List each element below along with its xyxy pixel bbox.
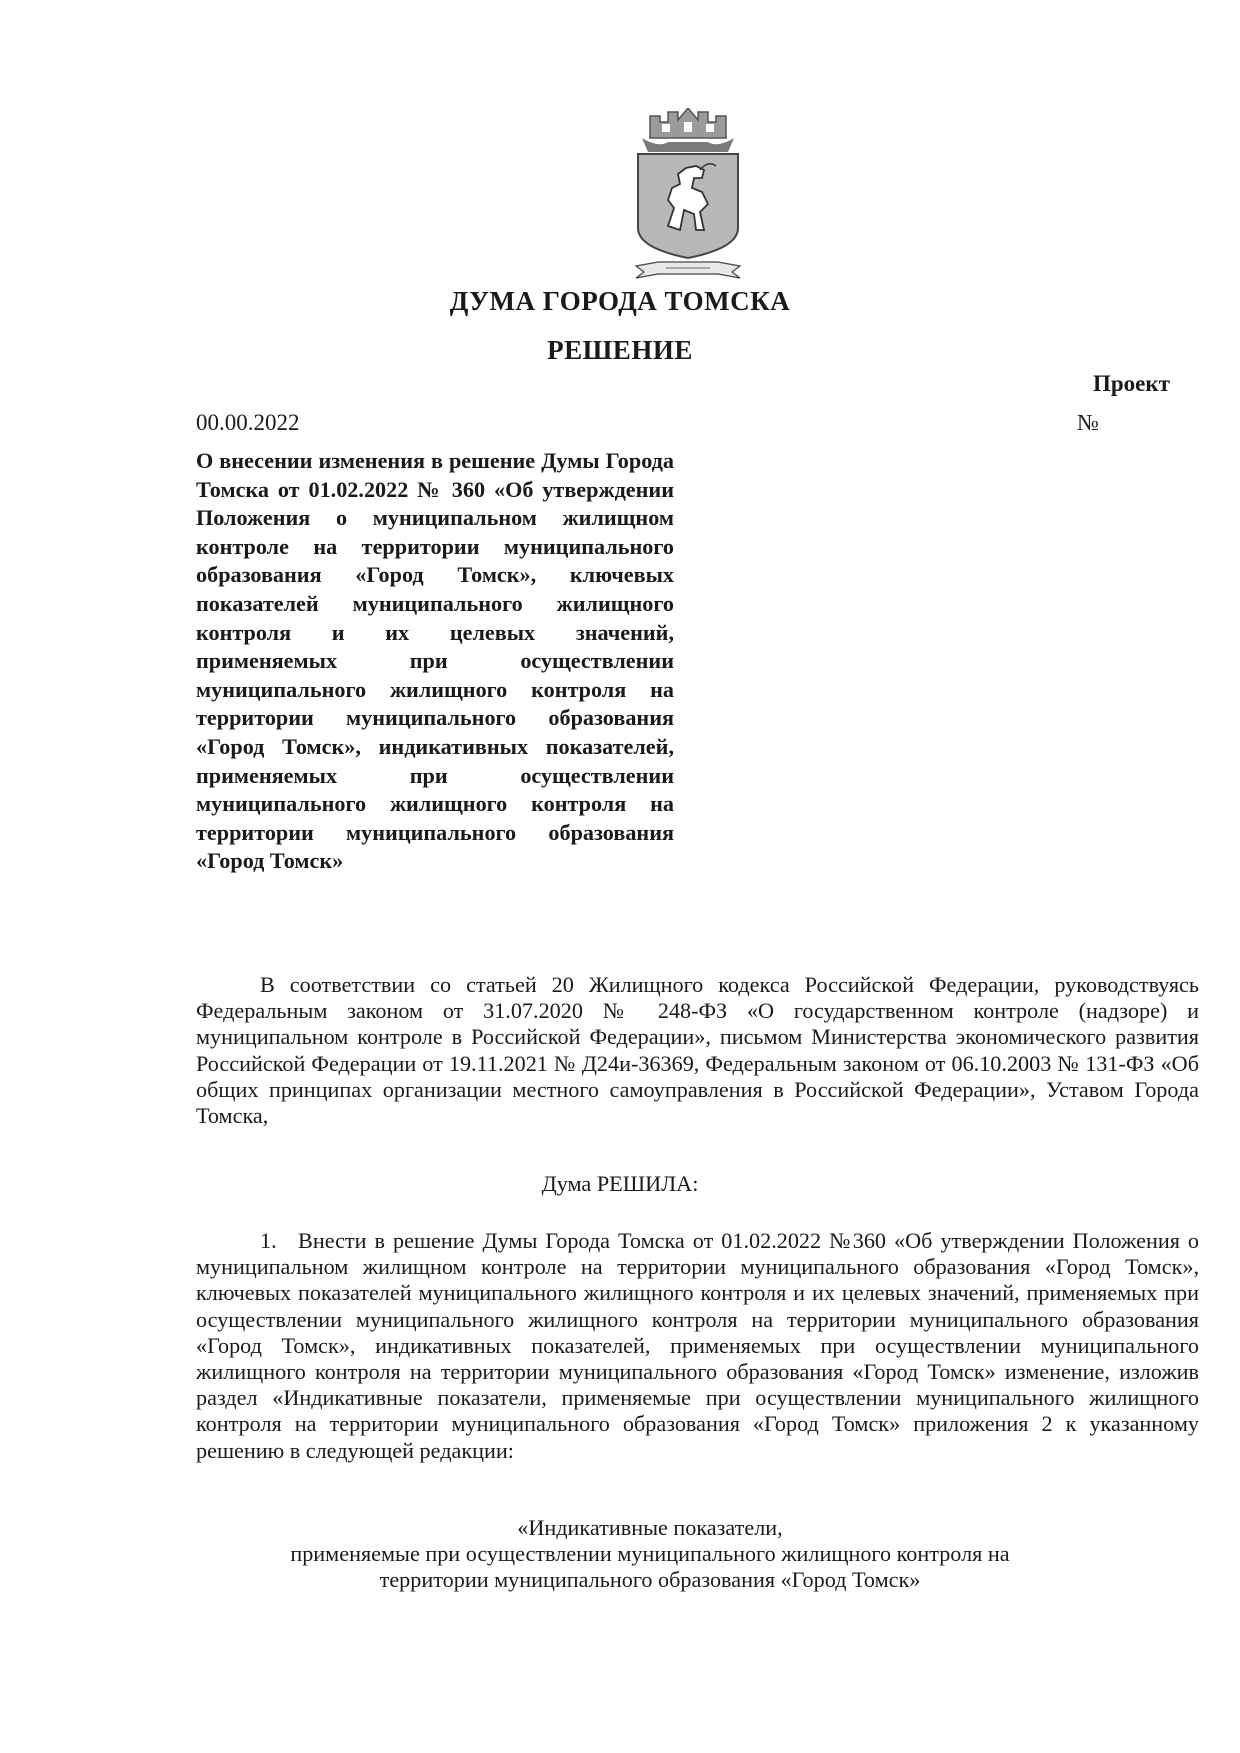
document-number-label: № <box>1077 410 1099 435</box>
preamble-paragraph: В соответствии со статьей 20 Жилищного кодекса Российской Федерации, руководствуясь Федеральным законом от 31.07.2020 № 248-ФЗ «О государственном контроле (надзоре) и муниципальном контроле в Российской Федерации», письмом Министерства экономического развития Российской Федерации от 19.11.2021 № Д24и-36369, Федеральным законом от 06.10.2003 № 131-ФЗ «Об общих принципах организации местного самоуправления в Российской Федерации», Уставом Города Томска, <box>196 972 1199 1129</box>
section-title-line-2: применяемые при осуществлении муниципального жилищного контроля на <box>290 1541 1010 1566</box>
resolved-heading: Дума РЕШИЛА: <box>541 1171 699 1196</box>
section-title-line-1: «Индикативные показатели, <box>517 1515 783 1540</box>
project-status-label: Проект <box>1093 371 1170 396</box>
duma-title: ДУМА ГОРОДА ТОМСКА <box>449 286 791 316</box>
coat-of-arms-icon <box>628 108 748 280</box>
section-title-line-3: территории муниципального образования «Город Томск» <box>379 1567 921 1592</box>
clause-1-number: 1. <box>260 1228 277 1253</box>
document-date: 00.00.2022 <box>196 410 300 435</box>
decision-subject: О внесении изменения в решение Думы Города Томска от 01.02.2022 № 360 «Об утверждении Положения о муниципальном жилищном контроле на территории муниципального образования «Город Томск», ключевых показателей муниципального жилищного контроля и их целевых значений, применяемых при осуществлении муниципального жилищного контроля на территории муниципального образования «Город Томск», индикативных показателей, применяемых при осуществлении муниципального жилищного контроля на территории муниципального образования «Город Томск» <box>196 448 674 874</box>
decision-title: РЕШЕНИЕ <box>547 335 693 365</box>
clause-1-text: Внести в решение Думы Города Томска от 01.02.2022 №360 «Об утверждении Положения о муниципальном жилищном контроле на территории муниципального образования «Город Томск», ключевых показателей муниципального жилищного контроля и их целевых значений, применяемых при осуществлении муниципального жилищного контроля на территории муниципального образования «Город Томск», индикативных показателей, применяемых при осуществлении муниципального жилищного контроля на территории муниципального образования «Город Томск» изменение, изложив раздел «Индикативные показатели, применяемые при осуществлении муниципального жилищного контроля на территории муниципального образования «Город Томск» приложения 2 к указанному решению в следующей редакции: <box>196 1228 1199 1463</box>
clause-1 <box>196 1228 1199 1464</box>
